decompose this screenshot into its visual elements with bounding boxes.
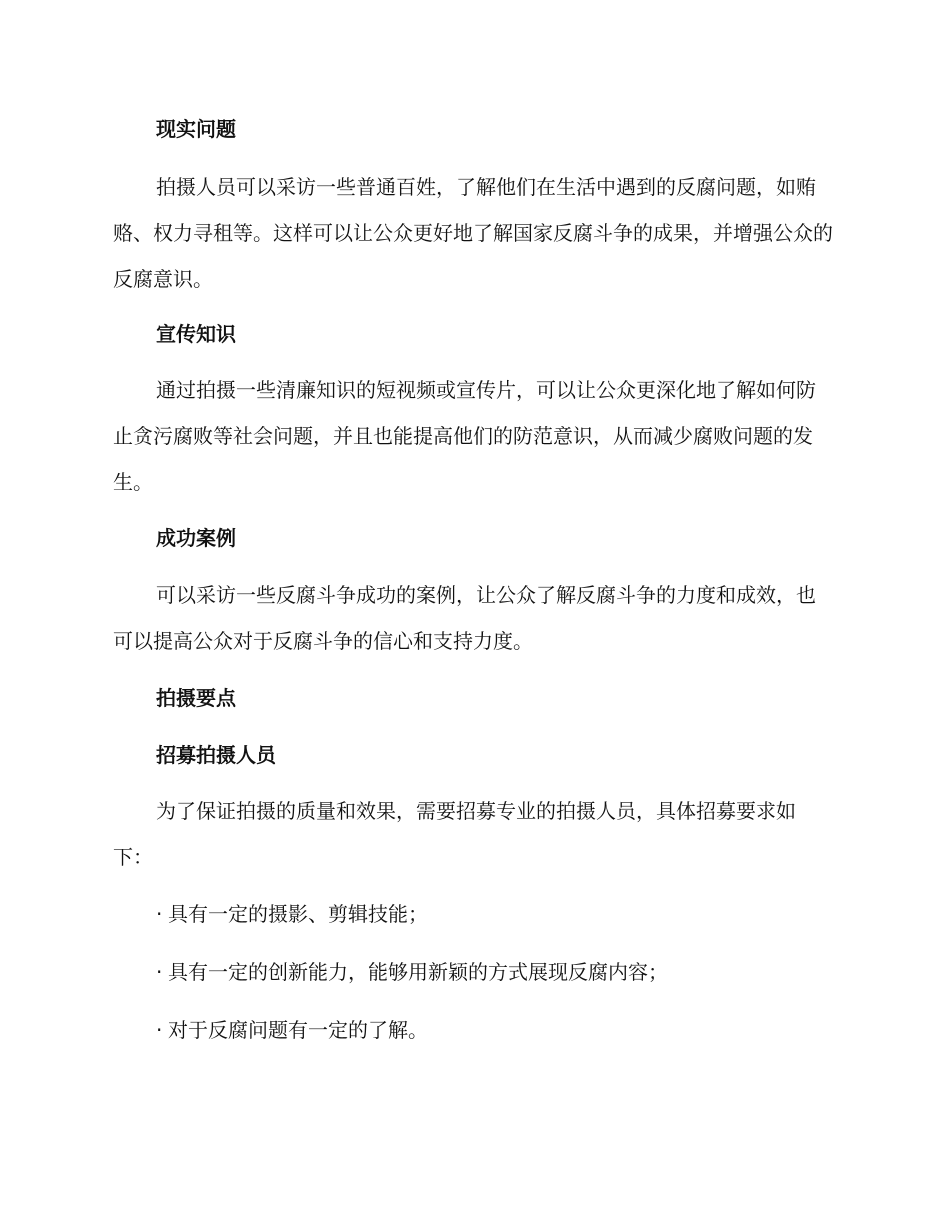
section-paragraph-reality: 拍摄人员可以采访一些普通百姓，了解他们在生活中遇到的反腐问题，如贿赂、权力寻租等。这样可以让公众更好地了解国家反腐斗争的成果，并增强公众的反腐意识。	[113, 175, 833, 291]
section-paragraph-cases: 可以采访一些反腐斗争成功的案例，让公众了解反腐斗争的力度和成效，也可以提高公众对于反腐斗争的信心和支持力度。	[113, 583, 816, 653]
recruit-staff-heading: 招募拍摄人员	[156, 743, 276, 767]
recruit-intro-paragraph: 为了保证拍摄的质量和效果，需要招募专业的拍摄人员，具体招募要求如下：	[113, 799, 796, 869]
requirement-text: 具有一定的创新能力，能够用新颖的方式展现反腐内容；	[168, 960, 668, 984]
requirement-item	[156, 1016, 428, 1044]
shooting-points-heading: 拍摄要点	[156, 686, 236, 710]
requirement-text: 具有一定的摄影、剪辑技能；	[168, 902, 428, 926]
requirement-item	[156, 900, 428, 928]
bullet-dot: ·	[156, 902, 163, 926]
section-heading-reality: 现实问题	[156, 117, 236, 141]
section-paragraph-knowledge: 通过拍摄一些清廉知识的短视频或宣传片，可以让公众更深化地了解如何防止贪污腐败等社会问题，并且也能提高他们的防范意识，从而减少腐败问题的发生。	[113, 378, 816, 494]
section-heading-cases: 成功案例	[156, 526, 236, 550]
section-heading-knowledge: 宣传知识	[156, 322, 236, 346]
requirement-item	[156, 958, 668, 986]
bullet-dot: ·	[156, 1018, 163, 1042]
requirement-text: 对于反腐问题有一定的了解。	[168, 1018, 428, 1042]
bullet-dot: ·	[156, 960, 163, 984]
